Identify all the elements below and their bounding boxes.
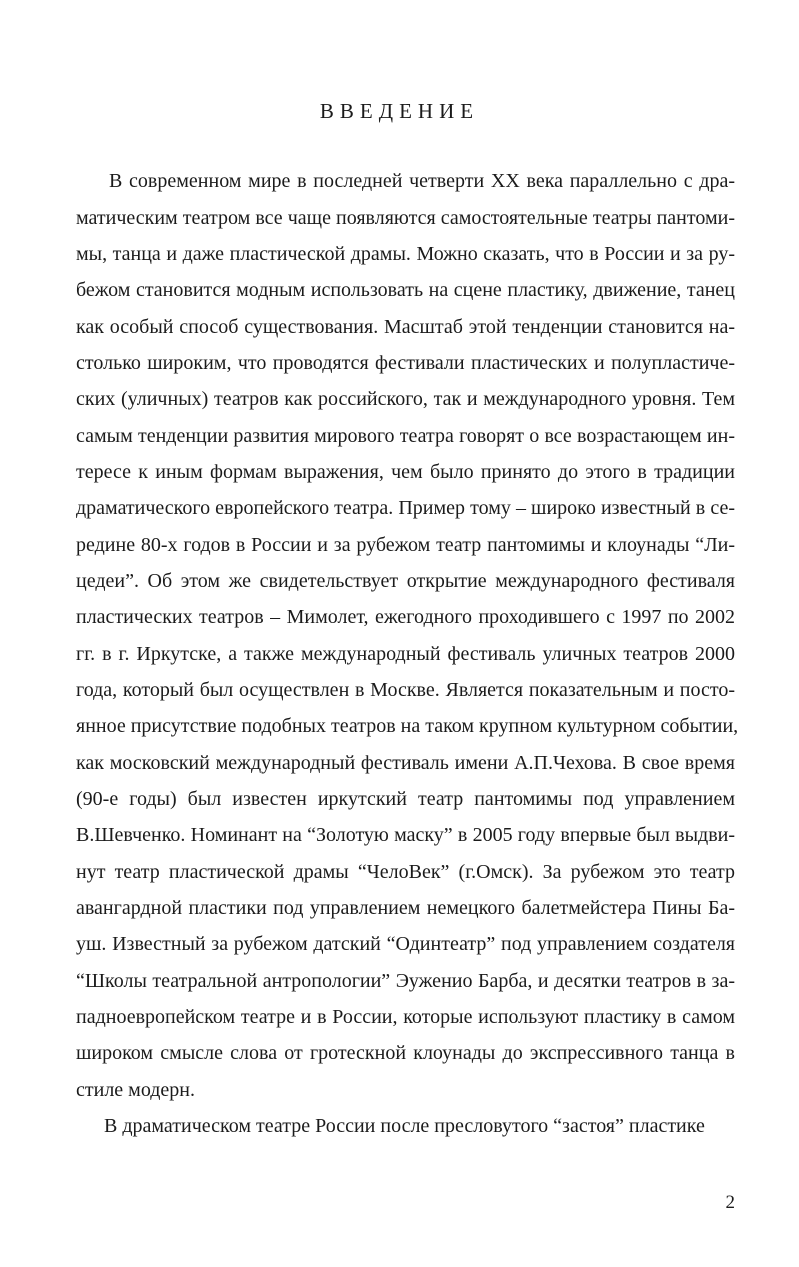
paragraph-line: нут театр пластической драмы “ЧелоВек” (г.Омск). За рубежом это театр (76, 861, 735, 883)
paragraph-line: бежом становится модным использовать на сцене пластику, движение, танец (76, 279, 735, 301)
paragraph-line: В драматическом театре России после пресловутого “застоя” пластике (104, 1115, 705, 1137)
paragraph-line: янное присутствие подобных театров на таком крупном культурном событии, (76, 715, 739, 737)
paragraph-line: редине 80-х годов в России и за рубежом театр пантомимы и клоунады “Ли- (76, 534, 735, 556)
paragraph-line: тересе к иным формам выражения, чем было принято до этого в традиции (76, 461, 735, 483)
paragraph-line: цедеи”. Об этом же свидетельствует открытие международного фестиваля (76, 570, 735, 592)
paragraph-line: стиле модерн. (76, 1079, 196, 1101)
paragraph-line: широком смысле слова от гротескной клоунады до экспрессивного танца в (76, 1042, 735, 1064)
page-title: ВВЕДЕНИЕ (319, 99, 480, 123)
paragraph-line: (90-е годы) был известен иркутский театр пантомимы под управлением (76, 788, 735, 810)
paragraph-line: гг. в г. Иркутске, а также международный фестиваль уличных театров 2000 (76, 643, 735, 665)
paragraph-line: мы, танца и даже пластической драмы. Можно сказать, что в России и за ру- (76, 243, 735, 265)
paragraph-line: уш. Известный за рубежом датский “Одинтеатр” под управлением создателя (76, 933, 735, 955)
paragraph-line: матическим театром все чаще появляются самостоятельные театры пантоми- (76, 207, 735, 229)
paragraph-line: самым тенденции развития мирового театра говорят о все возрастающем ин- (76, 425, 735, 447)
paragraph-line: как особый способ существования. Масштаб этой тенденции становится на- (76, 316, 735, 338)
paragraph-line: “Школы театральной антропологии” Эуженио Барба, и десятки театров в за- (76, 970, 735, 992)
paragraph-line: столько широким, что проводятся фестивали пластических и полупластиче- (76, 352, 735, 374)
paragraph-line: пластических театров – Мимолет, ежегодного проходившего с 1997 по 2002 (76, 606, 735, 628)
paragraph-line: авангардной пластики под управлением немецкого балетмейстера Пины Ба- (76, 897, 735, 919)
paragraph-line: года, который был осуществлен в Москве. Является показательным и посто- (76, 679, 735, 701)
paragraph-line: падноевропейском театре и в России, которые используют пластику в самом (76, 1006, 735, 1028)
paragraph-line: как московский международный фестиваль имени А.П.Чехова. В свое время (76, 752, 735, 774)
paragraph-line: ских (уличных) театров как российского, так и международного уровня. Тем (76, 388, 735, 410)
paragraph-line: В современном мире в последней четверти XX века параллельно с дра- (109, 170, 735, 192)
paragraph-line: драматического европейского театра. Пример тому – широко известный в се- (76, 497, 735, 519)
page-number: 2 (725, 1192, 735, 1213)
paragraph-line: В.Шевченко. Номинант на “Золотую маску” в 2005 году впервые был выдви- (76, 824, 735, 846)
